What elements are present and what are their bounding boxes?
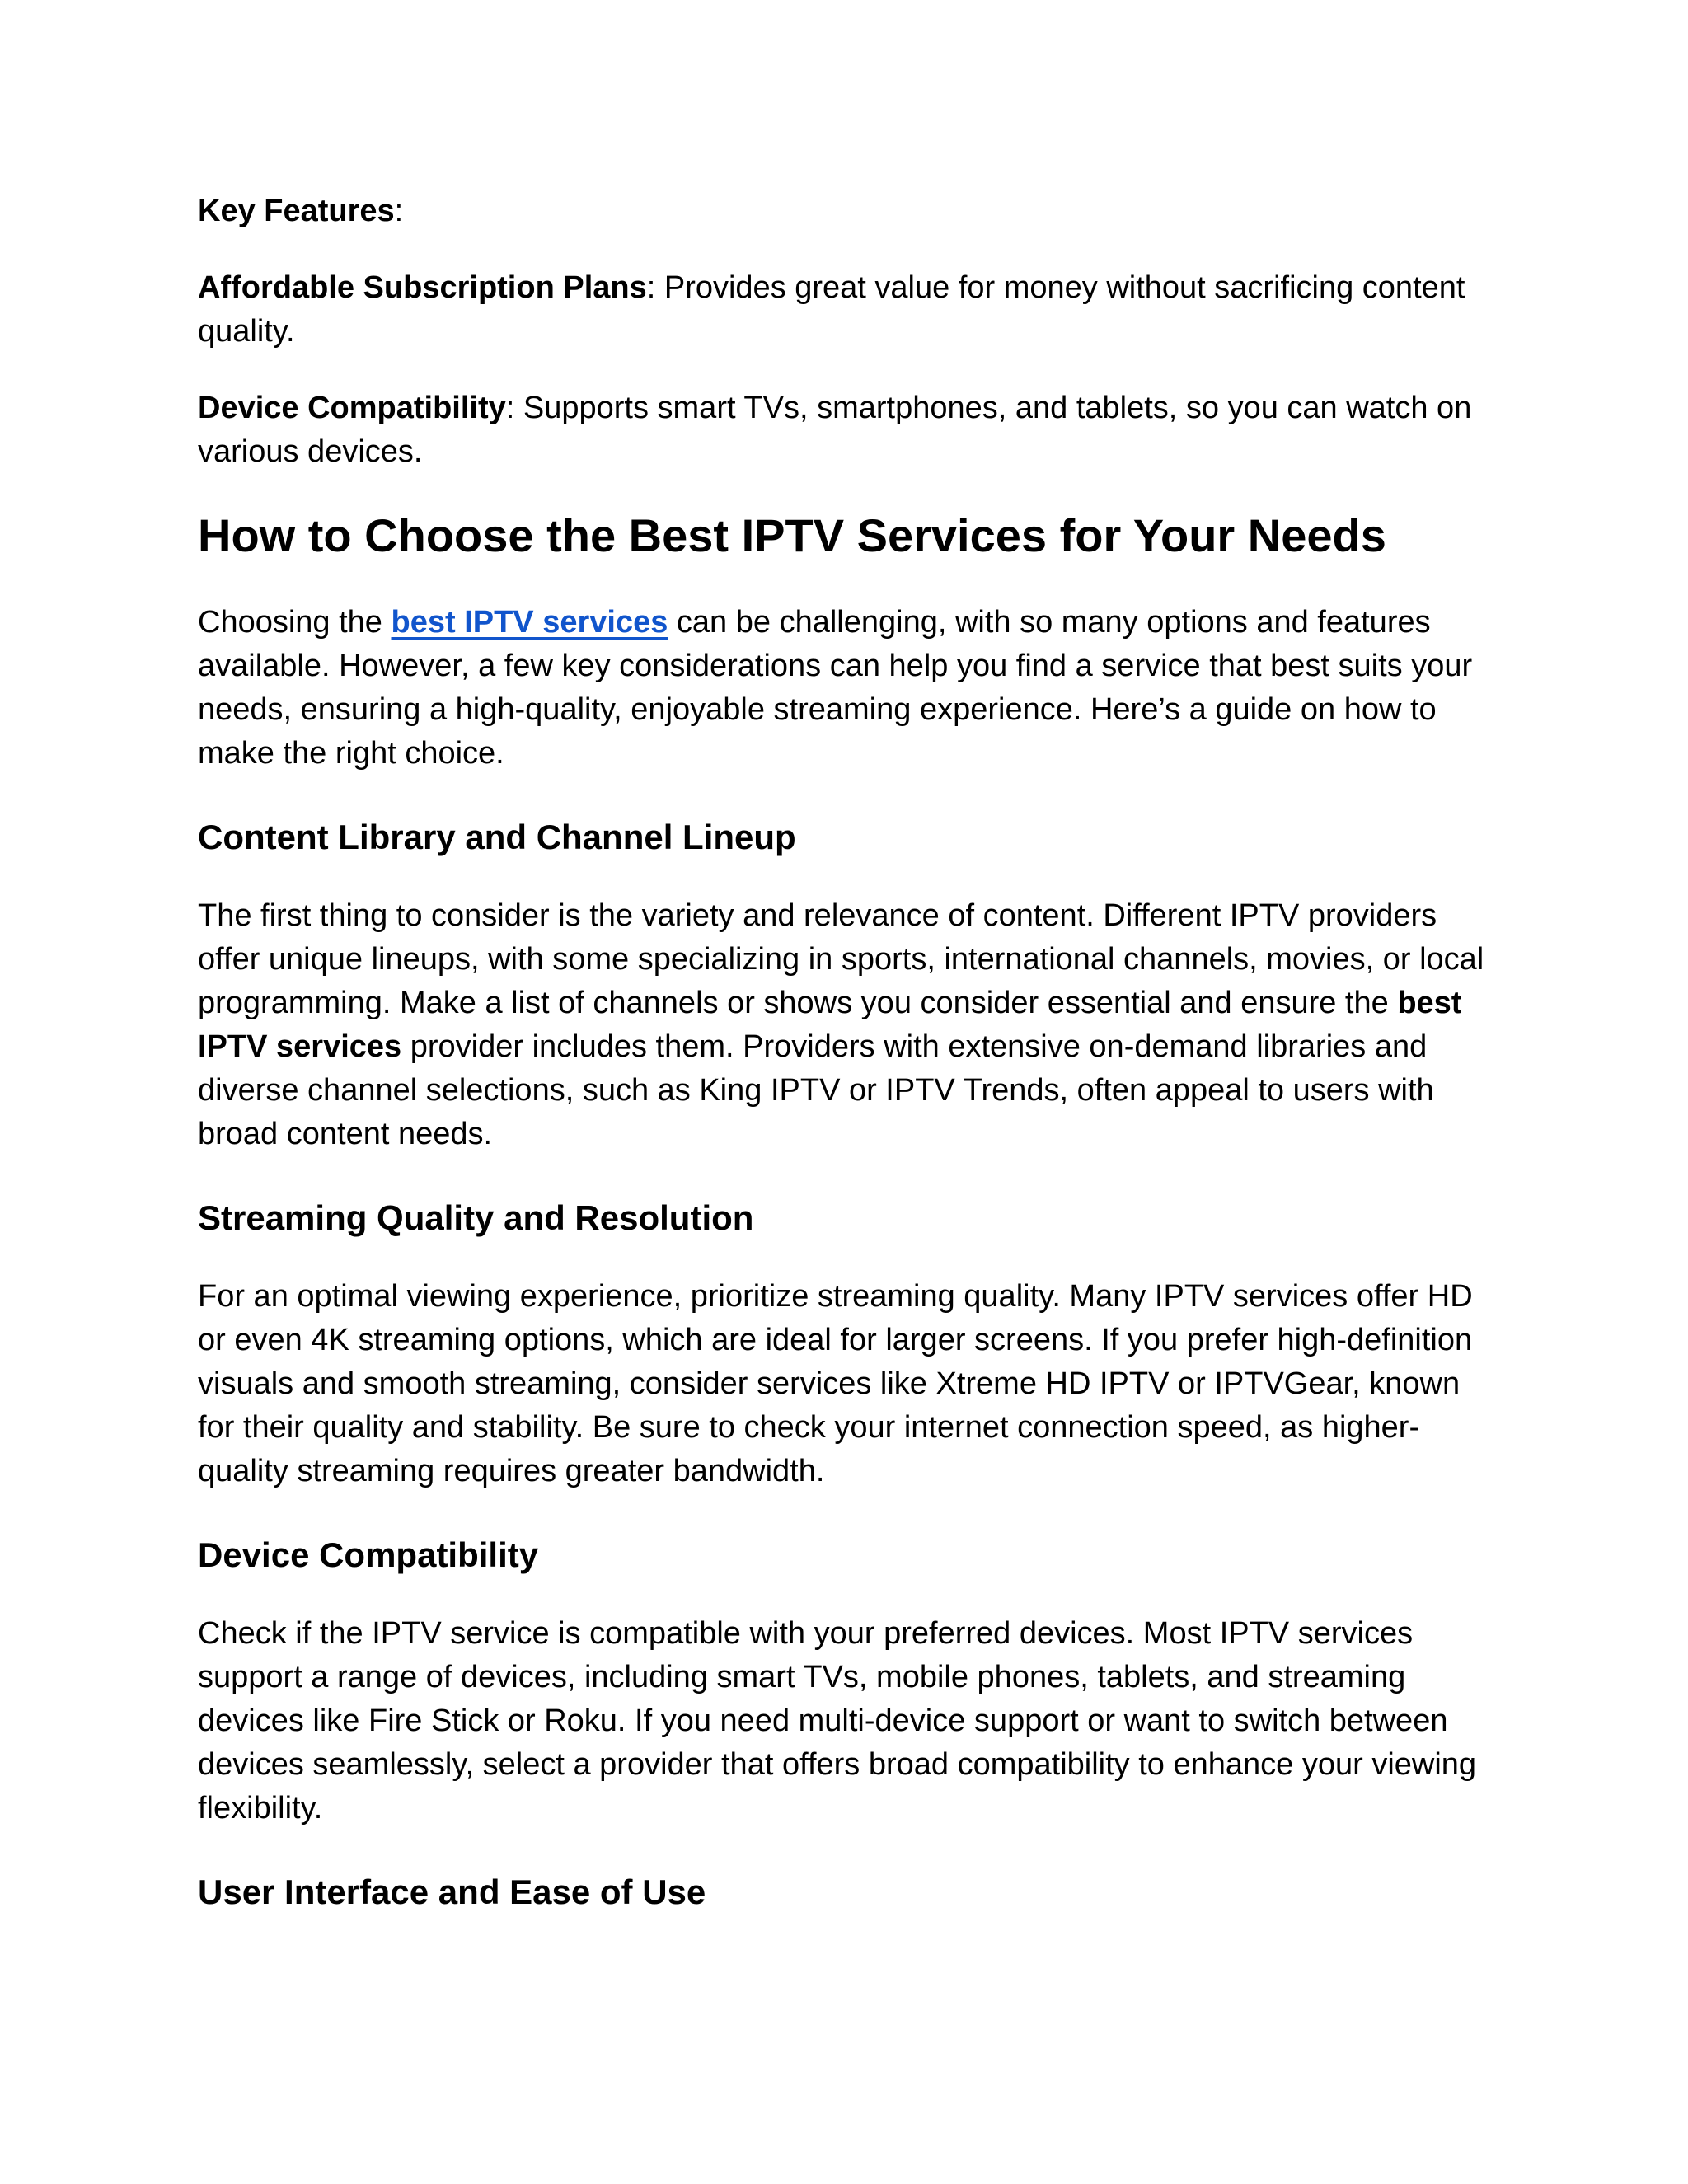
content-text-before: The first thing to consider is the variety and relevance of content. Different IPTV providers offer unique lineups, with some specializing in sports, international channels, movies, or local programming. Make a list of channels or shows you consider essential and ensure the (198, 898, 1484, 1020)
best-iptv-services-link[interactable]: best IPTV services (391, 605, 668, 640)
feature-item (198, 266, 1500, 354)
device-compatibility-paragraph: Check if the IPTV service is compatible with your preferred devices. Most IPTV services support a range of devices, including smart TVs, mobile phones, tablets, and streaming devices like Fire Stick or Roku. If you need multi-device support or want to switch between devices seamlessly, select a provider that offers broad compatibility to enhance your viewing flexibility. (198, 1616, 1477, 1825)
streaming-quality-paragraph: For an optimal viewing experience, prioritize streaming quality. Many IPTV services offer HD or even 4K streaming options, which are ideal for larger screens. If you prefer high-definition visuals and smooth streaming, consider services like Xtreme HD IPTV or IPTVGear, known for their quality and stability. Be sure to check your internet connection speed, as higher-quality streaming requires greater bandwidth. (198, 1279, 1473, 1488)
subheading-content-library: Content Library and Channel Lineup (198, 818, 796, 856)
key-features-title: Key Features (198, 194, 395, 228)
subheading-user-interface: User Interface and Ease of Use (198, 1872, 706, 1911)
content-text-after: provider includes them. Providers with extensive on-demand libraries and diverse channel selections, such as King IPTV or IPTV Trends, often appeal to users with broad content needs. (198, 1029, 1434, 1151)
subheading-streaming-quality: Streaming Quality and Resolution (198, 1198, 754, 1237)
intro-text-before: Choosing the (198, 605, 392, 640)
subheading-device-compatibility: Device Compatibility (198, 1535, 539, 1574)
content-text-bold: best IPTV services (198, 986, 1462, 1064)
document-page (198, 190, 1500, 1949)
feature-term: Affordable Subscription Plans (198, 270, 647, 305)
content-library-paragraph (198, 894, 1500, 1156)
key-features-label (198, 190, 1500, 233)
section-heading: How to Choose the Best IPTV Services for Your Needs (198, 509, 1386, 561)
feature-term: Device Compatibility (198, 391, 506, 425)
intro-paragraph (198, 601, 1500, 776)
intro-text-after: can be challenging, with so many options and features available. However, a few key considerations can help you find a service that best suits your needs, ensuring a high-quality, enjoyable streaming experience. Here’s a guide on how to make the right choice. (198, 605, 1473, 771)
key-features-colon: : (394, 194, 404, 228)
feature-description: : Provides great value for money without sacrificing content quality. (198, 270, 1465, 349)
feature-description: : Supports smart TVs, smartphones, and tablets, so you can watch on various devices. (198, 391, 1472, 469)
feature-item (198, 387, 1500, 474)
